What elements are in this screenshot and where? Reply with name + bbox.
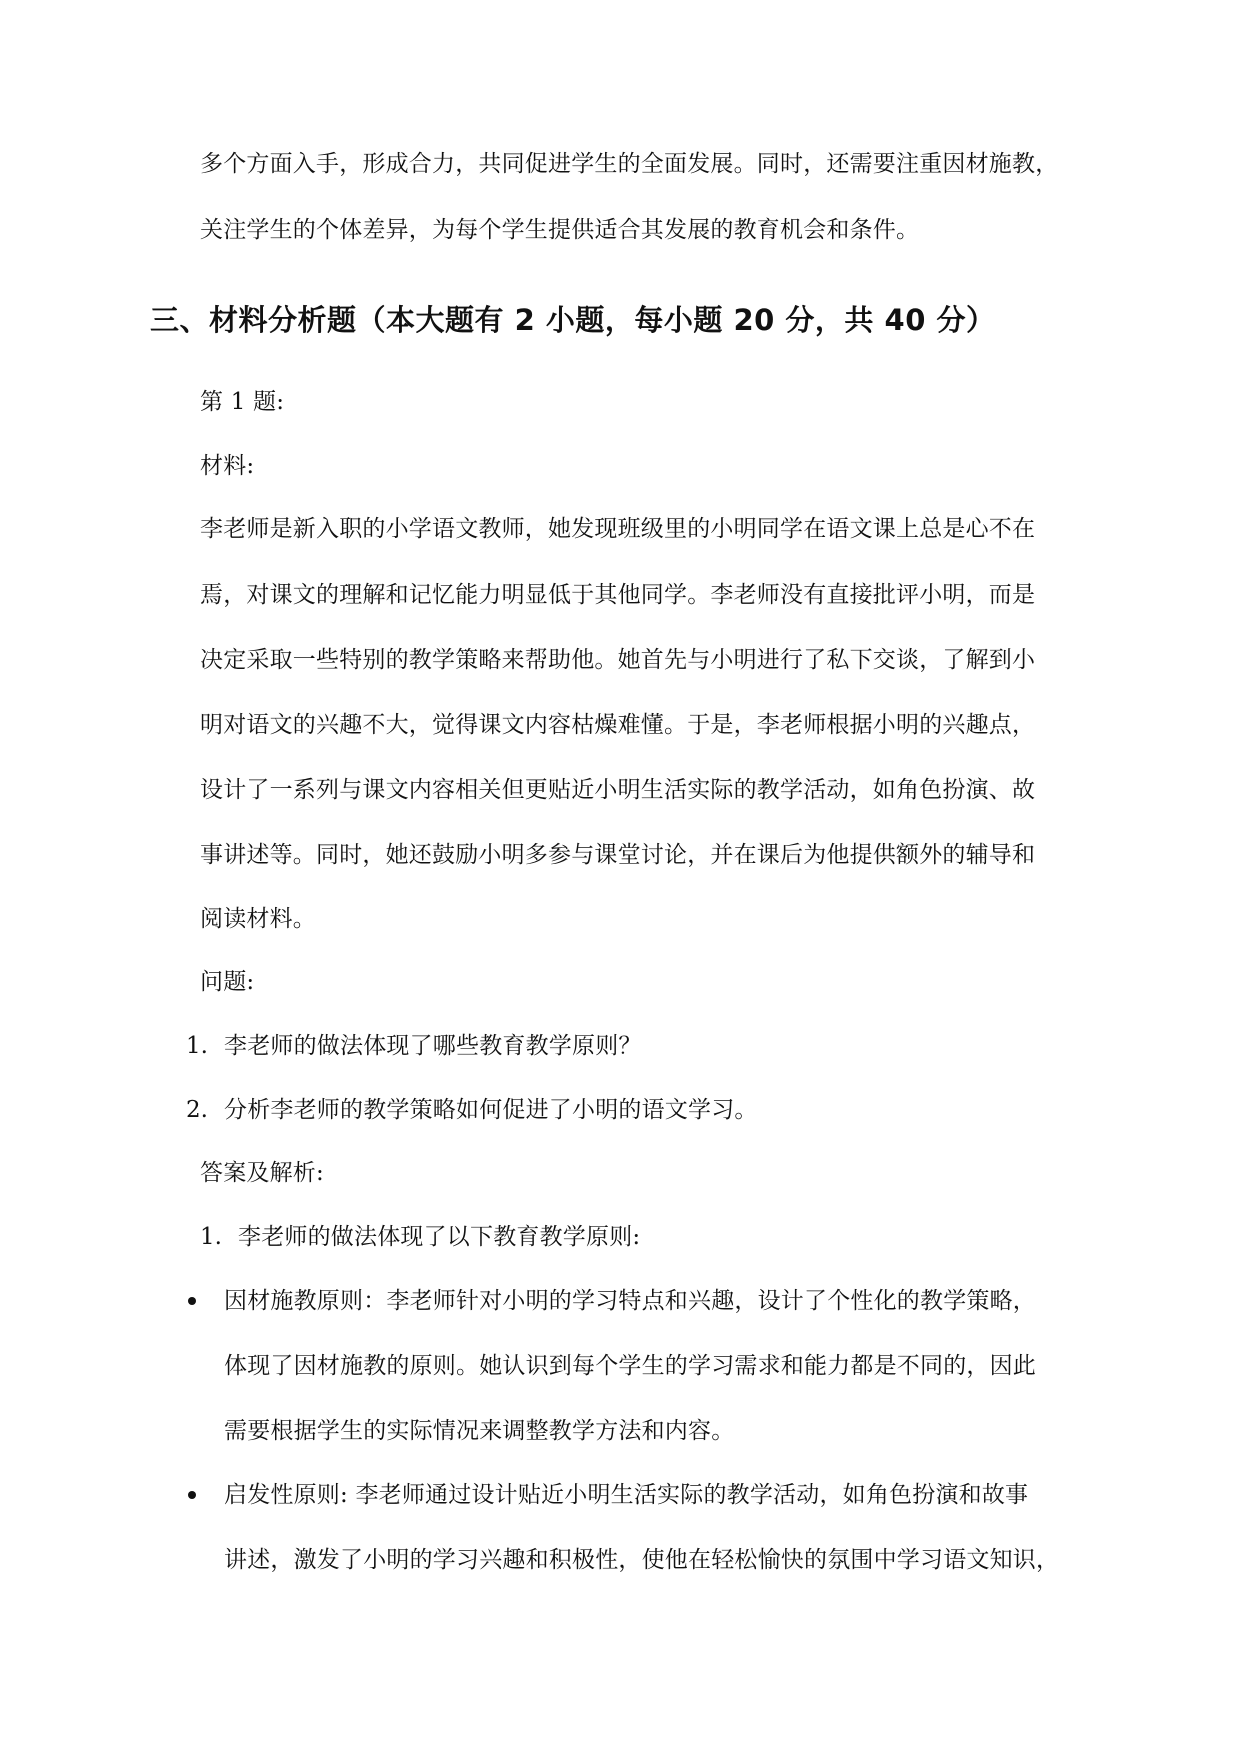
bullet-1-line-3: 需要根据学生的实际情况来调整教学方法和内容。	[224, 1418, 735, 1444]
material-line-2: 焉，对课文的理解和记忆能力明显低于其他同学。李老师没有直接批评小明，而是	[200, 582, 1036, 608]
material-line-3: 决定采取一些特别的教学策略来帮助他。她首先与小明进行了私下交谈，了解到小	[200, 647, 1036, 673]
answer-label: 答案及解析:	[200, 1160, 324, 1186]
question-text-1: 李老师的做法体现了哪些教育教学原则？	[224, 1033, 642, 1059]
material-line-5: 设计了一系列与课文内容相关但更贴近小明生活实际的教学活动，如角色扮演、故	[200, 777, 1036, 803]
material-label: 材料:	[200, 453, 255, 479]
questions-label: 问题:	[200, 969, 255, 995]
bullet-2-line-2: 讲述，激发了小明的学习兴趣和积极性，使他在轻松愉快的氛围中学习语文知识，	[224, 1547, 1060, 1573]
material-line-1: 李老师是新入职的小学语文教师，她发现班级里的小明同学在语文课上总是心不在	[200, 516, 1036, 542]
bullet-1-line-1: 因材施教原则：李老师针对小明的学习特点和兴趣，设计了个性化的教学策略，	[224, 1288, 1036, 1314]
answer-item-text: 李老师的做法体现了以下教育教学原则:	[238, 1224, 641, 1250]
question-label: 第 1 题:	[200, 389, 285, 415]
question-number-1: 1.	[186, 1033, 208, 1059]
section-heading: 三、材料分析题（本大题有 2 小题，每小题 20 分，共 40 分）	[150, 303, 996, 337]
material-line-4: 明对语文的兴趣不大，觉得课文内容枯燥难懂。于是，李老师根据小明的兴趣点，	[200, 712, 1036, 738]
bullet-2-line-1: 启发性原则: 李老师通过设计贴近小明生活实际的教学活动，如角色扮演和故事	[224, 1482, 1029, 1508]
material-line-7: 阅读材料。	[200, 906, 316, 932]
intro-line-2: 关注学生的个体差异，为每个学生提供适合其发展的教育机会和条件。	[200, 217, 920, 243]
answer-item-number: 1.	[200, 1224, 222, 1250]
bullet-dot-2	[188, 1491, 196, 1499]
intro-line-1: 多个方面入手，形成合力，共同促进学生的全面发展。同时，还需要注重因材施教，	[200, 151, 1059, 177]
bullet-1-line-2: 体现了因材施教的原则。她认识到每个学生的学习需求和能力都是不同的，因此	[224, 1353, 1036, 1379]
question-number-2: 2.	[186, 1097, 208, 1123]
question-text-2: 分析李老师的教学策略如何促进了小明的语文学习。	[224, 1097, 758, 1123]
bullet-dot-1	[188, 1297, 196, 1305]
material-line-6: 事讲述等。同时，她还鼓励小明多参与课堂讨论，并在课后为他提供额外的辅导和	[200, 842, 1036, 868]
